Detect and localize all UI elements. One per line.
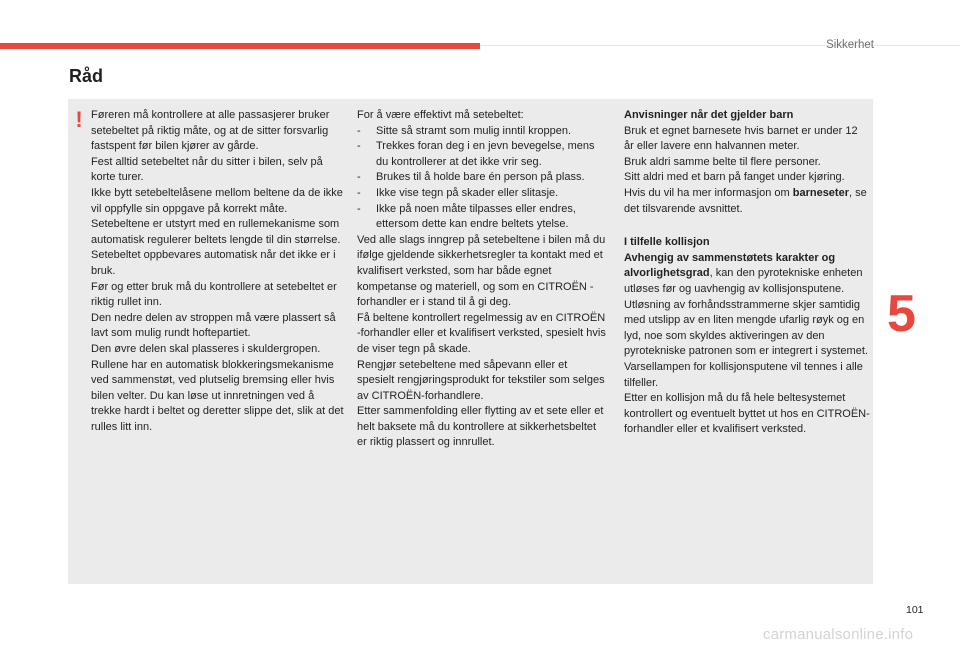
paragraph: Varsellampen for kollisjonsputene vil tennes i alle tilfeller. bbox=[624, 360, 863, 389]
list-item-text: Ikke på noen måte tilpasses eller endres, ettersom dette kan endre beltets ytelse. bbox=[376, 202, 576, 231]
list-item-text: Trekkes foran deg i en jevn bevegelse, mens du kontrollerer at det ikke vrir seg. bbox=[376, 140, 595, 168]
list-item: - Sitte så stramt som mulig inntil kroppen. bbox=[357, 124, 572, 137]
intro-text: For å være effektivt må setebeltet: bbox=[357, 109, 524, 121]
paragraph: Rullene har en automatisk blokkeringsmekanisme ved sammenstøt, ved plutselig bremsing eller hvis bilen velter. Du kan løse ut innretningen ved å trekke hardt i beltet og deretter slippe det, slik at det rulles litt inn. bbox=[91, 358, 344, 433]
paragraph: Ved alle slags inngrep på setebeltene i bilen må du ifølge gjeldende sikkerhetsregler ta kontakt med et kvalifisert verksted, som har både egnet kompetanse og materiell, og som en CITROËN -forhandler er i stand til å gi deg. bbox=[357, 233, 606, 309]
list-item: - Trekkes foran deg i en jevn bevegelse, mens du kontrollerer at det ikke vrir seg. bbox=[357, 140, 595, 168]
paragraph: Føreren må kontrollere at alle passasjerer bruker setebeltet på riktig måte, og at de sitter forsvarlig fastspent før bilen kjører av gårde. bbox=[91, 109, 330, 153]
list-item: - Ikke på noen måte tilpasses eller endres, ettersom dette kan endre beltets ytelse. bbox=[357, 202, 576, 231]
paragraph: Få beltene kontrollert regelmessig av en CITROËN -forhandler eller et kvalifisert verksted, spesielt hvis de viser tegn på skade. bbox=[357, 311, 606, 355]
list-item-text: Brukes til å holde bare én person på plass. bbox=[376, 171, 585, 184]
paragraph: Etter sammenfolding eller flytting av et sete eller et helt baksete må du kontrollere at sikkerhetsbeltet er riktig plassert og innrullet. bbox=[357, 405, 604, 449]
paragraph: Rengjør setebeltene med såpevann eller et spesielt rengjøringsprodukt for tekstiler som selges av CITROËN-forhandlere. bbox=[357, 358, 605, 402]
column-children-collision bbox=[624, 108, 870, 438]
paragraph: Bruk et egnet barnesete hvis barnet er under 12 år eller lavere enn halvannen meter. bbox=[624, 124, 858, 153]
paragraph: Den nedre delen av stroppen må være plassert så lavt som mulig rundt hoftepartiet. bbox=[91, 311, 336, 340]
paragraph: Den øvre delen skal plasseres i skuldergropen. bbox=[91, 342, 321, 355]
paragraph: Sitt aldri med et barn på fanget under kjøring. bbox=[624, 171, 845, 184]
list-item-text: Sitte så stramt som mulig inntil kroppen. bbox=[376, 124, 572, 137]
collision-heading: I tilfelle kollisjon bbox=[624, 236, 710, 249]
page-number: 101 bbox=[906, 604, 924, 616]
list-item-text: Ikke vise tegn på skader eller slitasje. bbox=[376, 186, 559, 199]
page-title: Råd bbox=[69, 66, 104, 86]
paragraph: Hvis du vil ha mer informasjon om barneseter, se det tilsvarende avsnittet. bbox=[624, 186, 867, 215]
paragraph: Etter en kollisjon må du få hele beltesystemet kontrollert og eventuelt byttet ut hos en CITROËN-forhandler eller et kvalifisert verksted. bbox=[624, 392, 870, 436]
chapter-number: 5 bbox=[887, 285, 916, 343]
column-driver-advice bbox=[91, 108, 347, 435]
paragraph: Setebeltene er utstyrt med en rullemekanisme som automatisk regulerer beltets lengde til din størrelse. Setebeltet oppbevares automatisk når det ikke er i bruk. bbox=[91, 218, 341, 277]
warning-icon: ! bbox=[75, 107, 83, 132]
watermark: carmanualsonline.info bbox=[763, 626, 914, 643]
section-title: Sikkerhet bbox=[826, 39, 874, 51]
paragraph: Avhengig av sammenstøtets karakter og alvorlighetsgrad, kan den pyrotekniske enheten utløses før og uavhengig av kollisjonsputene. Utløsning av forhåndsstrammerne skjer samtidig med utslipp av en liten mengde ufarlig røyk og en lyd, noe som skyldes aktiveringen av den pyrotekniske patronen som er integrert i systemet. bbox=[624, 251, 868, 358]
spacer bbox=[624, 217, 870, 235]
children-heading: Anvisninger når det gjelder barn bbox=[624, 109, 794, 121]
header-accent-bar bbox=[0, 43, 480, 49]
paragraph: Bruk aldri samme belte til flere personer. bbox=[624, 155, 821, 168]
list-item: - Ikke vise tegn på skader eller slitasje. bbox=[357, 186, 559, 199]
paragraph: Ikke bytt setebeltelåsene mellom beltene da de ikke vil oppfylle sin oppgave på korrekt måte. bbox=[91, 186, 343, 215]
column-belt-requirements bbox=[357, 108, 607, 451]
paragraph: Fest alltid setebeltet når du sitter i bilen, selv på korte turer. bbox=[91, 155, 323, 184]
header-divider bbox=[480, 45, 960, 46]
list-item: - Brukes til å holde bare én person på plass. bbox=[357, 171, 585, 184]
paragraph: Før og etter bruk må du kontrollere at setebeltet er riktig rullet inn. bbox=[91, 280, 337, 309]
